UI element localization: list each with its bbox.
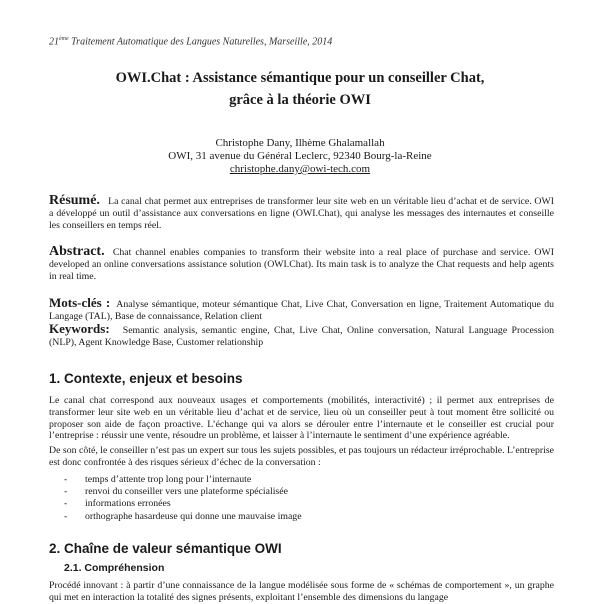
header-sup: ème: [59, 36, 69, 42]
keywords-block: [49, 323, 554, 349]
header-number: 21: [49, 36, 59, 48]
list-item: - informations erronées: [64, 498, 302, 510]
paper-title-line2: grâce à la théorie OWI: [229, 92, 371, 108]
section2-subheading: 2.1. Compréhension: [64, 562, 165, 574]
motscles-label: Mots-clés :: [49, 295, 111, 310]
motscles-block: [49, 297, 554, 323]
list-item: - renvoi du conseiller vers une plateforme spécialisée: [64, 486, 302, 498]
paper-title-line1: OWI.Chat : Assistance sémantique pour un conseiller Chat,: [115, 70, 485, 86]
running-header: [49, 36, 332, 47]
motscles-text: Analyse sémantique, moteur sémantique Chat, Live Chat, Conversation en ligne, Traitement Automatique du Langage (TAL), Base de connaissance, Relation client: [49, 299, 554, 323]
resume-label: Résumé.: [49, 193, 100, 208]
keywords-label: Keywords:: [49, 321, 110, 336]
list-item: - temps d’attente trop long pour l’internaute: [64, 474, 302, 486]
list-item: - orthographe hasardeuse qui donne une mauvaise image: [64, 511, 302, 523]
resume-block: [49, 195, 554, 233]
abstract-label: Abstract.: [49, 244, 105, 259]
section1-paragraph2: De son côté, le conseiller n’est pas un expert sur tous les sujets possibles, et pas toujours un rédacteur irréprochable. L’entreprise est donc confrontée à des risques sérieux d’échec de la conversation :: [49, 445, 554, 468]
abstract-text: Chat channel enables companies to transform their website into a real place of purchase and service. OWI developed an online conversations assistance solution (OWI.Chat). Its main task is to analyze the Chat requests and help agents in real time.: [49, 247, 555, 283]
risk-list: [64, 474, 302, 523]
author-affiliation: OWI, 31 avenue du Général Leclerc, 92340 Bourg-la-Reine: [168, 150, 432, 162]
author-email-link[interactable]: christophe.dany@owi-tech.com: [229, 163, 371, 175]
author-names: Christophe Dany, Ilhème Ghalamallah: [215, 137, 385, 149]
section2-paragraph1: Procédé innovant : à partir d’une connaissance de la langue modélisée sous forme de « schémas de comportement », un graphe qui met en interaction la totalité des signes présents, exploitant l’ensemble des dimensions du langage: [49, 580, 554, 603]
section2-heading: 2. Chaîne de valeur sémantique OWI: [49, 541, 282, 556]
section1-paragraph1: Le canal chat correspond aux nouveaux usages et comportements (mobilités, interactivité) ; il permet aux entreprises de transformer leur site web en un véritable lieu d’achat et de service, lieu où un conseiller peut à tout moment être sollicité ou proposer son aide de façon proactive. L’échange qui va alors se dérouler entre l’internaute et le conseiller est crucial pour l’entreprise : réussir une vente, résoudre un problème, et laisser à l’internaute le sentiment d’une expérience agréable.: [49, 395, 554, 442]
header-text: Traitement Automatique des Langues Naturelles, Marseille, 2014: [68, 36, 333, 48]
resume-text: La canal chat permet aux entreprises de transformer leur site web en un véritable lieu d’achat et de service. OWI a développé un outil d’assistance aux conversations en ligne (OWI.Chat), qui analyse les messages des internautes et conseille les conseillers en temps réel.: [49, 196, 555, 232]
section1-heading: 1. Contexte, enjeux et besoins: [49, 371, 243, 386]
keywords-text: Semantic analysis, semantic engine, Chat, Live Chat, Online conversation, Natural Language Procession (NLP), Agent Knowledge Base, Customer relationship: [49, 325, 554, 349]
abstract-block: [49, 246, 554, 284]
